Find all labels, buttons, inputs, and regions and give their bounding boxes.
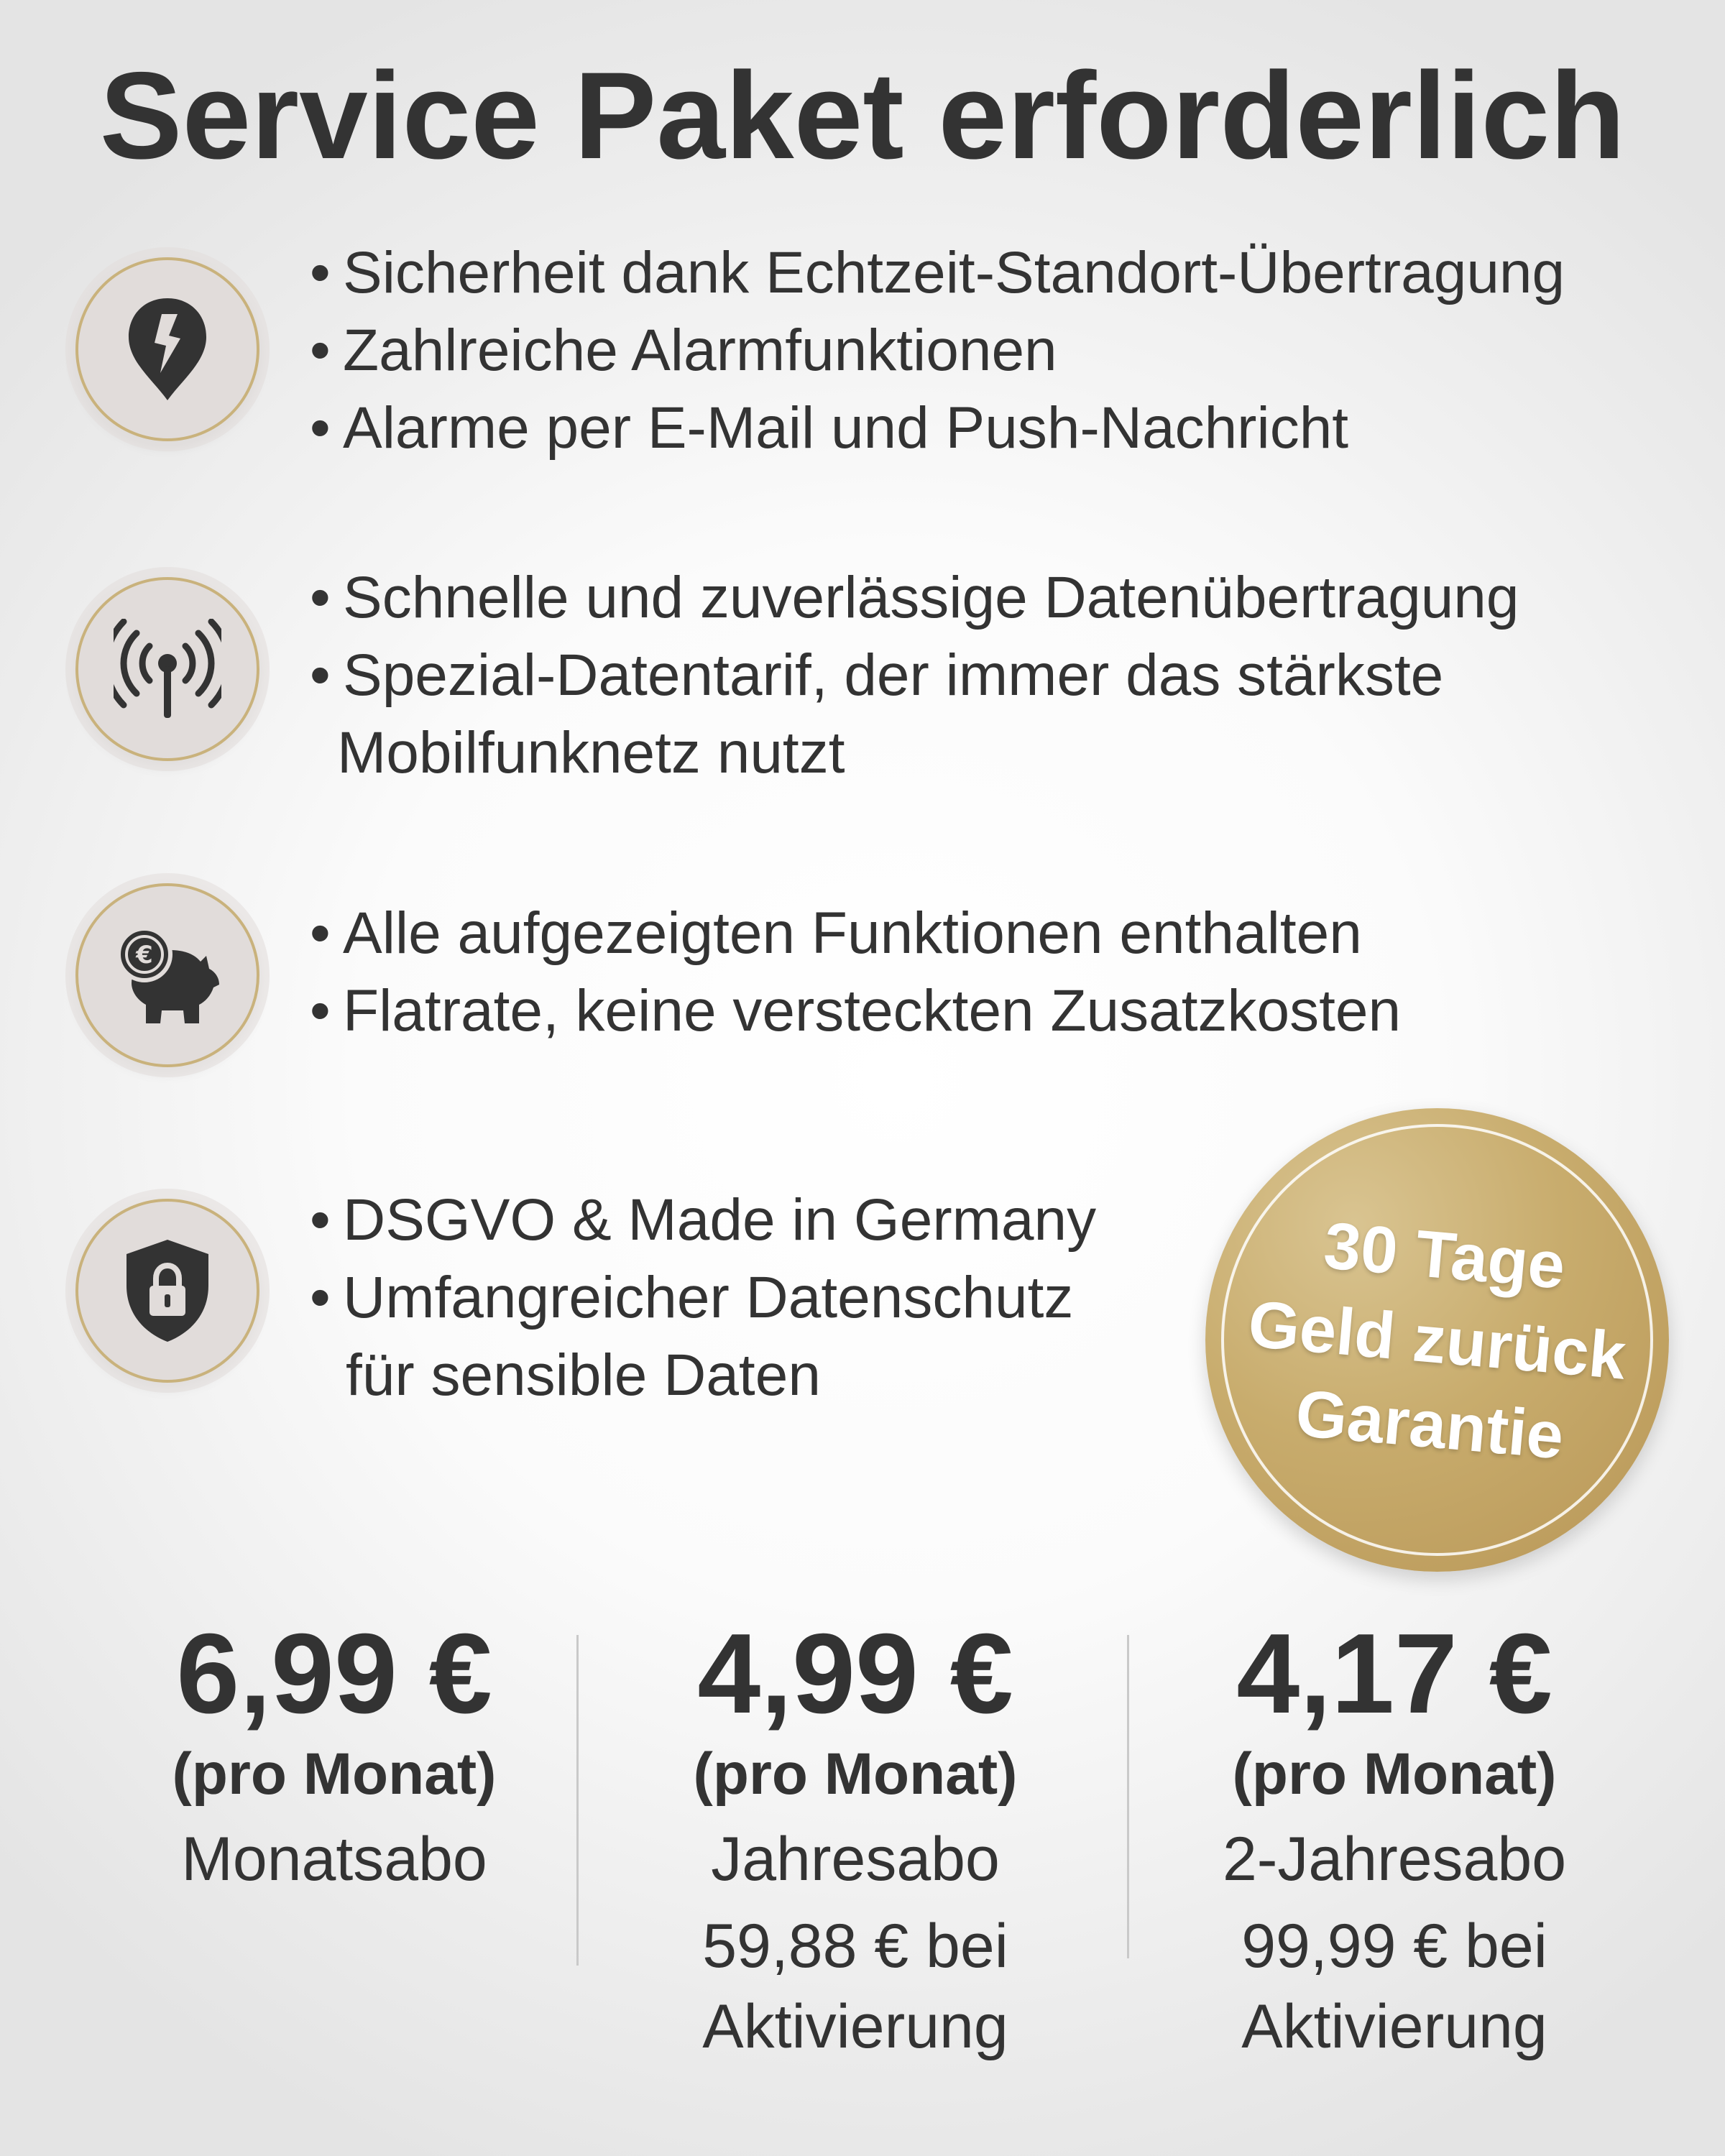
badge-line-2: Geld zurück	[1245, 1286, 1629, 1393]
price-period: (pro Monat)	[693, 1741, 1018, 1807]
activation-amount: 59,88 € bei	[702, 1912, 1008, 1981]
page-title: Service Paket erforderlich	[99, 47, 1626, 185]
feature-item: • Alle aufgezeigten Funktionen enthalten	[310, 900, 1362, 966]
feature-list-cost	[305, 895, 1401, 1050]
plan-name: Jahresabo	[711, 1825, 1000, 1894]
feature-item: • Alarme per E-Mail und Push-Nachricht	[310, 395, 1349, 461]
feature-item: • DSGVO & Made in Germany	[310, 1187, 1097, 1253]
price-period: (pro Monat)	[1232, 1741, 1557, 1807]
svg-text:€: €	[136, 941, 153, 969]
shield-lock-icon	[121, 1237, 214, 1345]
badge-line-1: 30 Tage	[1321, 1208, 1568, 1303]
location-pin-icon	[124, 295, 211, 403]
badge-line-3: Garantie	[1292, 1376, 1567, 1473]
activation-note	[597, 1906, 1114, 2067]
antenna-signal-icon	[114, 619, 221, 719]
feature-item: • Schnelle und zuverlässige Datenübertragung	[310, 565, 1519, 630]
feature-icon-circle-location	[75, 257, 259, 441]
piggy-bank-euro-icon	[110, 921, 225, 1029]
price-value: 4,17 €	[1236, 1611, 1552, 1737]
price-value: 6,99 €	[176, 1611, 492, 1737]
feature-item: • Sicherheit dank Echtzeit-Standort-Übertragung	[310, 240, 1565, 305]
badge-text	[1186, 1089, 1688, 1591]
guarantee-badge	[1205, 1108, 1669, 1572]
feature-item: • Umfangreicher Datenschutz	[310, 1265, 1074, 1330]
pricing-two-year	[1136, 1611, 1653, 2067]
feature-list-signal	[305, 559, 1519, 792]
pricing-yearly	[597, 1611, 1114, 2067]
pricing-divider	[1127, 1635, 1129, 1958]
feature-item-continuation: für sensible Daten	[346, 1342, 821, 1408]
feature-item: • Zahlreiche Alarmfunktionen	[310, 318, 1057, 383]
activation-label: Aktivierung	[1241, 1992, 1547, 2061]
activation-amount: 99,99 € bei	[1241, 1912, 1547, 1981]
price-period: (pro Monat)	[172, 1741, 497, 1807]
feature-item: • Spezial-Datentarif, der immer das stärkste	[310, 642, 1444, 708]
feature-item-continuation: Mobilfunknetz nutzt	[337, 720, 845, 786]
plan-name: 2-Jahresabo	[1222, 1825, 1567, 1894]
price-value: 4,99 €	[697, 1611, 1013, 1737]
feature-icon-circle-signal	[75, 577, 259, 761]
activation-note	[1136, 1906, 1653, 2067]
pricing-monthly	[75, 1611, 593, 1894]
feature-icon-circle-piggy	[75, 883, 259, 1067]
feature-icon-circle-shield	[75, 1199, 259, 1383]
activation-label: Aktivierung	[702, 1992, 1008, 2061]
feature-item: • Flatrate, keine versteckten Zusatzkosten	[310, 978, 1402, 1044]
feature-list-location	[305, 234, 1565, 467]
plan-name: Monatsabo	[181, 1825, 487, 1894]
feature-list-privacy	[305, 1181, 1096, 1414]
